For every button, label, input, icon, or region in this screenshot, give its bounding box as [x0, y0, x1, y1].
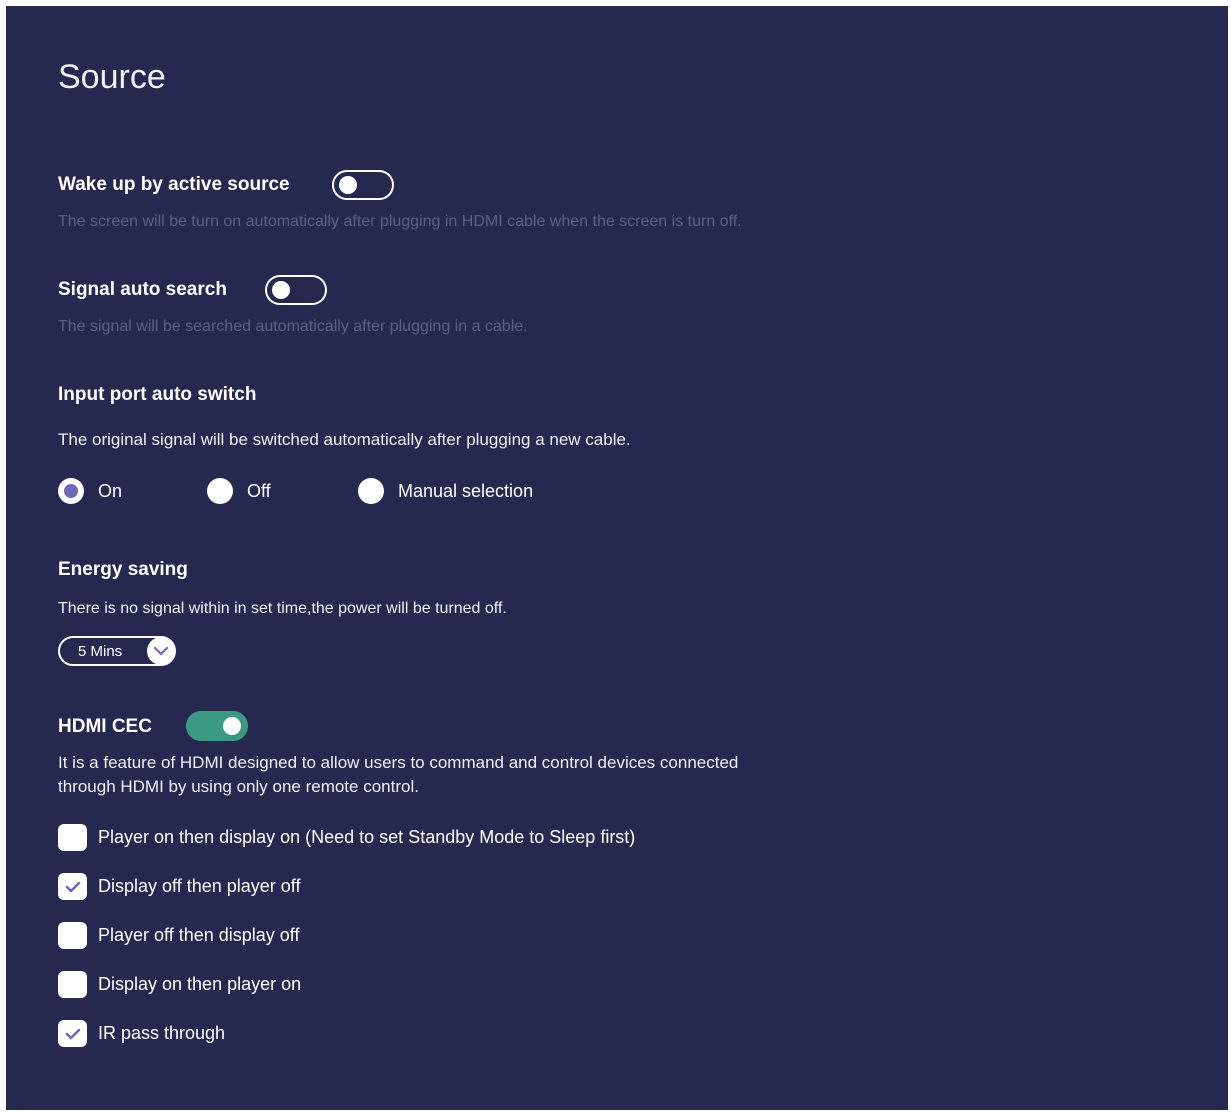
wake-up-description: The screen will be turn on automatically after plugging in HDMI cable when the screen is turn off. — [58, 213, 742, 230]
radio-option-off[interactable] — [207, 478, 271, 504]
signal-search-label: Signal auto search — [58, 279, 227, 300]
checkmark-icon — [65, 1028, 81, 1040]
dropdown-value: 5 Mins — [78, 642, 123, 660]
input-switch-label: Input port auto switch — [58, 384, 257, 405]
toggle-knob — [272, 281, 290, 299]
hdmi-cec-toggle[interactable] — [186, 711, 248, 741]
checkbox[interactable] — [58, 971, 87, 998]
radio-label-manual: Manual selection — [398, 480, 534, 501]
checkbox-label: Display off then player off — [98, 876, 301, 896]
checkbox-label: IR pass through — [98, 1023, 226, 1043]
page-title: Source — [58, 58, 166, 96]
checkmark-icon — [65, 881, 81, 893]
checkbox-label: Player on then display on (Need to set Standby Mode to Sleep first) — [98, 827, 636, 847]
radio-button[interactable] — [358, 478, 384, 504]
checkbox-label: Display on then player on — [98, 974, 302, 994]
radio-button[interactable] — [207, 478, 233, 504]
radio-button-selected[interactable] — [58, 478, 84, 504]
signal-search-toggle[interactable] — [265, 275, 327, 305]
toggle-knob — [223, 717, 241, 735]
chevron-down-icon[interactable] — [147, 637, 175, 665]
checkbox-checked[interactable] — [58, 1020, 87, 1047]
radio-option-manual[interactable] — [358, 478, 533, 504]
radio-label-off: Off — [247, 480, 271, 501]
cec-option-ir-pass-through[interactable] — [58, 1020, 225, 1047]
toggle-knob — [339, 176, 357, 194]
checkbox[interactable] — [58, 922, 87, 949]
signal-search-description: The signal will be searched automatically after plugging in a cable. — [58, 318, 528, 335]
cec-option-player-off-display-off[interactable] — [58, 922, 299, 949]
settings-panel — [6, 6, 1228, 1110]
hdmi-cec-description: It is a feature of HDMI designed to allow users to command and control devices connected through HDMI by using only one remote control. — [58, 753, 739, 796]
radio-option-on[interactable] — [58, 478, 122, 504]
checkbox-label: Player off then display off — [98, 925, 300, 945]
wake-up-label: Wake up by active source — [58, 174, 290, 195]
input-switch-description: The original signal will be switched automatically after plugging a new cable. — [58, 430, 631, 449]
cec-option-player-on-display-on[interactable] — [58, 824, 635, 851]
checkbox-checked[interactable] — [58, 873, 87, 900]
cec-option-display-off-player-off[interactable] — [58, 873, 300, 900]
energy-saving-label: Energy saving — [58, 559, 188, 580]
cec-option-display-on-player-on[interactable] — [58, 971, 301, 998]
wake-up-toggle[interactable] — [332, 170, 394, 200]
energy-saving-description: There is no signal within in set time,the power will be turned off. — [58, 600, 507, 617]
hdmi-cec-label: HDMI CEC — [58, 716, 152, 737]
radio-label-on: On — [98, 480, 123, 501]
checkbox[interactable] — [58, 824, 87, 851]
energy-saving-dropdown[interactable] — [58, 636, 176, 666]
